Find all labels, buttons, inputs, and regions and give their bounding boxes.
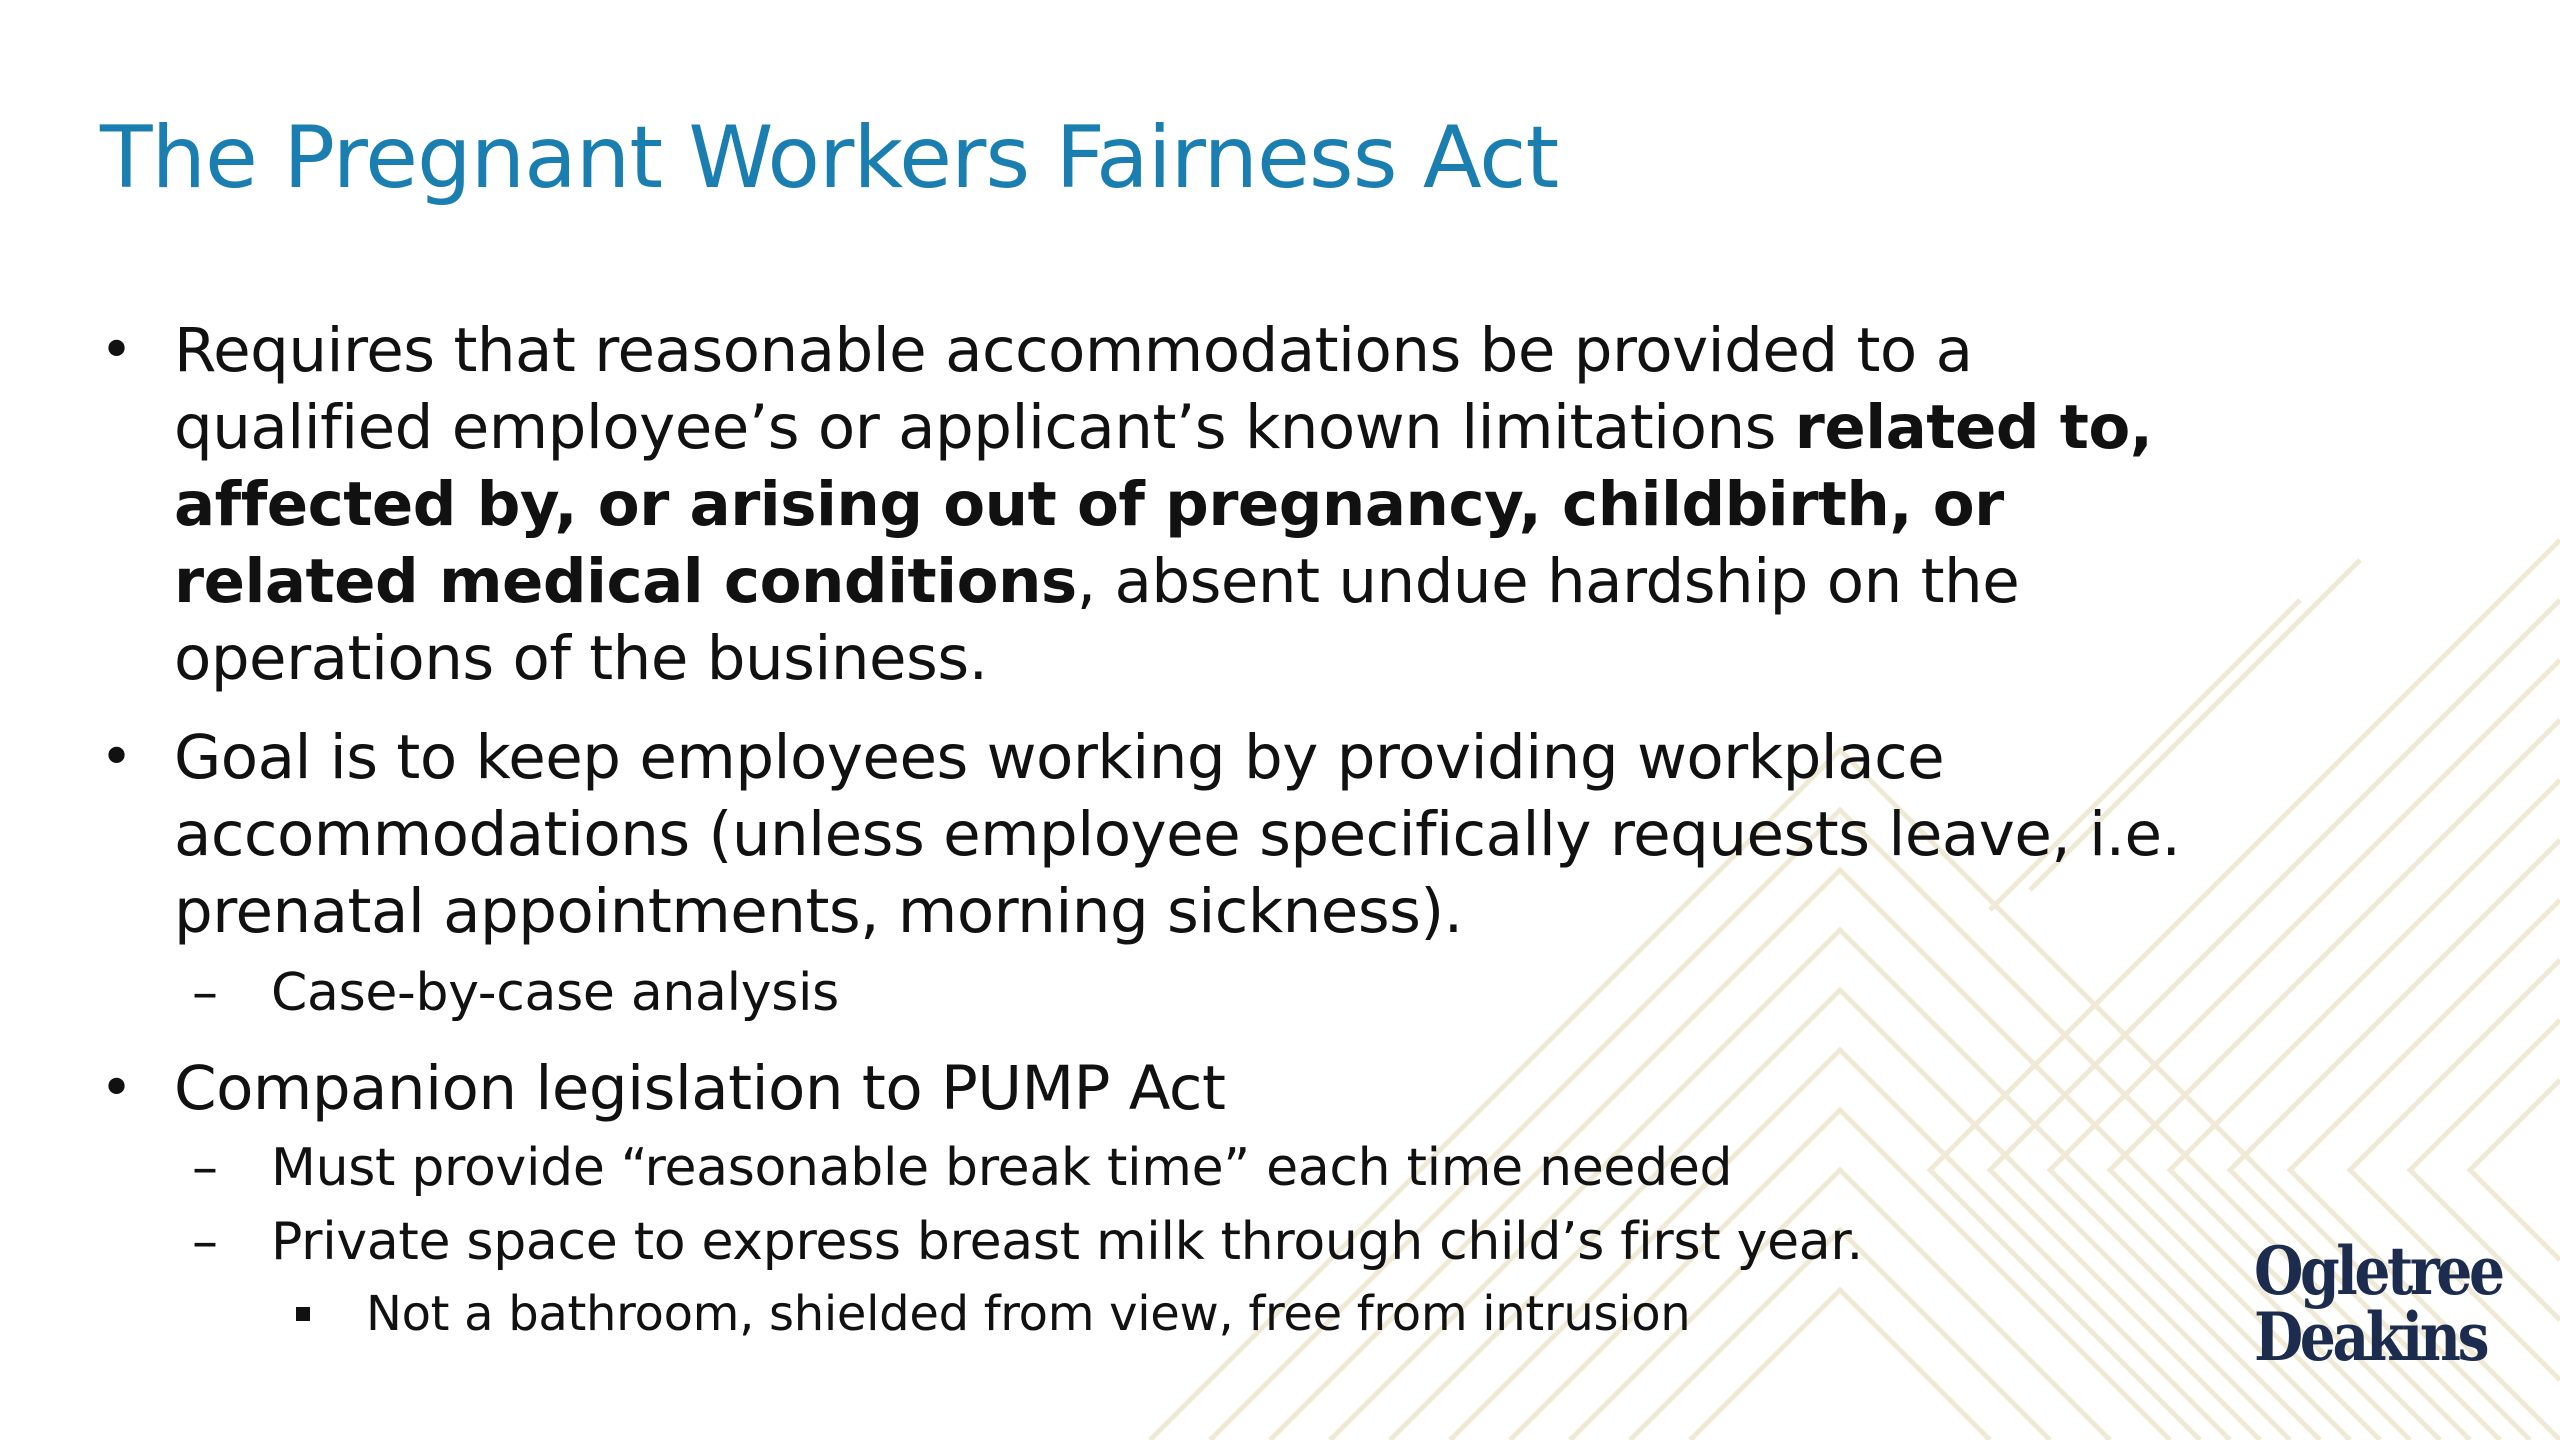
sub-bullet-text: Private space to express breast milk through child’s first year. <box>271 1212 1863 1272</box>
sub-bullet-item <box>96 1131 2246 1205</box>
bullet-text: Requires that reasonable accommodations be provided to a qualified employee’s or applicant’s known limitations <box>174 315 1973 463</box>
bullet-item <box>96 312 2246 697</box>
bullet-dot: • <box>100 725 133 790</box>
sub-bullet-text: Case-by-case analysis <box>271 963 839 1023</box>
bullet-item <box>96 1050 2246 1127</box>
dash-marker: – <box>192 1138 218 1198</box>
bullet-dot: • <box>100 1056 133 1121</box>
bullet-dot: • <box>100 318 133 383</box>
sub-sub-bullet-text: Not a bathroom, shielded from view, free from intrusion <box>366 1286 1691 1342</box>
ogletree-deakins-logo <box>2254 1232 2502 1376</box>
bullet-text: Companion legislation to PUMP Act <box>174 1053 1226 1124</box>
slide-title: The Pregnant Workers Fairness Act <box>100 108 1559 208</box>
dash-marker: – <box>192 1212 218 1272</box>
slide-body <box>96 312 2246 1349</box>
sub-bullet-text: Must provide “reasonable break time” each time needed <box>271 1138 1733 1198</box>
sub-bullet-item <box>96 956 2246 1030</box>
bullet-text-bold: related to, affected by, or arising out of pregnancy, childbirth, or related medical conditions <box>174 392 2153 617</box>
logo-line-2: Deakins <box>2254 1298 2487 1376</box>
square-bullet-icon <box>296 1307 310 1321</box>
bullet-text: , absent undue hardship on the operations of the business. <box>174 546 2020 694</box>
sub-sub-bullet-item <box>96 1279 2246 1349</box>
logo-line-1: Ogletree <box>2254 1232 2502 1310</box>
sub-bullet-item <box>96 1205 2246 1279</box>
bullet-item <box>96 719 2246 950</box>
bullet-text: Goal is to keep employees working by providing workplace accommodations (unless employee specifically requests leave, i.e. prenatal appointments, morning sickness). <box>174 722 2181 947</box>
dash-marker: – <box>192 963 218 1023</box>
